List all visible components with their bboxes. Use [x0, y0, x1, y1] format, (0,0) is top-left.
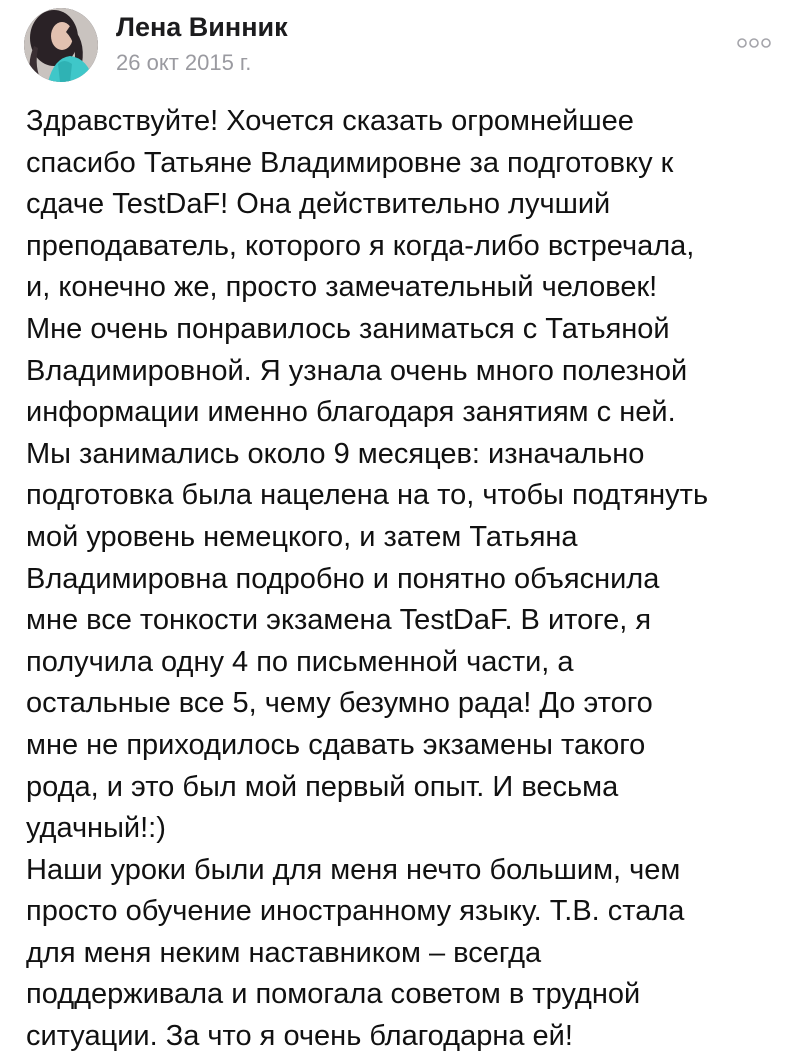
post-date[interactable]: 26 окт 2015 г. [116, 50, 252, 75]
post-paragraph-2: Наши уроки были для меня нечто большим, чем просто обучение иностранному языку. Т.В. стала для меня неким наставником – всегда поддерживала и помогала советом в трудной ситуации. За что я очень благодарна ей! [26, 853, 685, 1053]
post-paragraph-1: Здравствуйте! Хочется сказать огромнейшее спасибо Татьяне Владимировне за подготовку к сдаче TestDaF! Она действительно лучший преподаватель, которого я когда-либо встречала, и, конечно же, просто замечательный человек! Мне очень понравилось заниматься с Татьяной Владимировной. Я узнала очень много полезной информации именно благодаря занятиям с ней. Мы занимались около 9 месяцев: изначально подготовка была нацелена на то, чтобы подтянуть мой уровень немецкого, и затем Татьяна Владимировна подробно и понятно объяснила мне все тонкости экзамена TestDaF. В итоге, я получила одну 4 по письменной части, а остальные все 5, чему безумно рада! До этого мне не приходилось сдавать экзамены такого рода, и это был мой первый опыт. И весьма удачный!:) [26, 105, 709, 845]
more-options-button[interactable] [736, 36, 772, 50]
author-name[interactable]: Лена Винник [116, 12, 288, 42]
ellipsis-icon [736, 36, 772, 50]
post-header [24, 8, 776, 84]
post-body [26, 101, 786, 1058]
avatar[interactable] [24, 8, 98, 82]
avatar-photo-icon [24, 8, 98, 82]
